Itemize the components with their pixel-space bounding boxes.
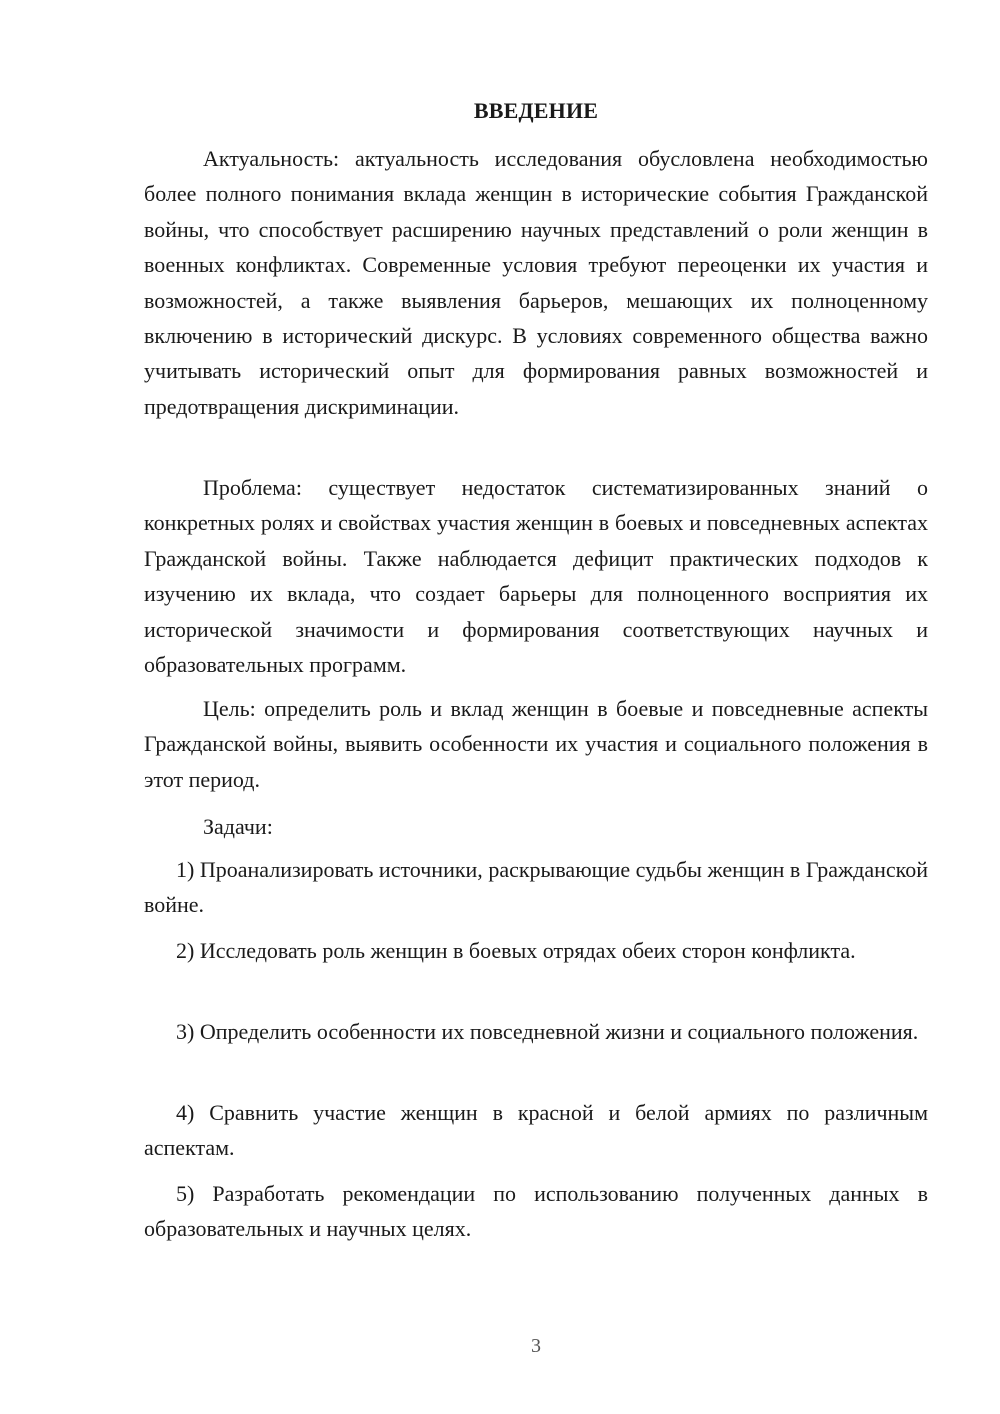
tasks-label: Задачи: [203,814,273,839]
task-item: 1) Проанализировать источники, раскрывающие судьбы женщин в Гражданской войне. [144,857,928,918]
task-item: 4) Сравнить участие женщин в красной и белой армиях по различным аспектам. [144,1100,928,1161]
task-item: 5) Разработать рекомендации по использованию полученных данных в образовательных и научных целях. [144,1181,928,1242]
problem-paragraph: Проблема: существует недостаток систематизированных знаний о конкретных ролях и свойствах участия женщин в боевых и повседневных аспектах Гражданской войны. Также наблюдается дефицит практических подходов к изучению их вклада, что создает барьеры для полноценного восприятия их исторической значимости и формирования соответствующих научных и образовательных программ. [144,475,928,678]
task-item: 3) Определить особенности их повседневной жизни и социального положения. [176,1019,919,1044]
section-heading: ВВЕДЕНИЕ [473,98,599,123]
relevance-paragraph: Актуальность: актуальность исследования обусловлена необходимостью более полного понимания вклада женщин в исторические события Гражданской войны, что способствует расширению научных представлений о роли женщин в военных конфликтах. Современные условия требуют переоценки их участия и возможностей, а также выявления барьеров, мешающих их полноценному включению в исторический дискурс. В условиях современного общества важно учитывать исторический опыт для формирования равных возможностей и предотвращения дискриминации. [144,146,928,419]
goal-paragraph: Цель: определить роль и вклад женщин в боевые и повседневные аспекты Гражданской войны, выявить особенности их участия и социального положения в этот период. [144,696,928,792]
task-item: 2) Исследовать роль женщин в боевых отрядах обеих сторон конфликта. [176,938,856,963]
page-number: 3 [531,1335,541,1357]
